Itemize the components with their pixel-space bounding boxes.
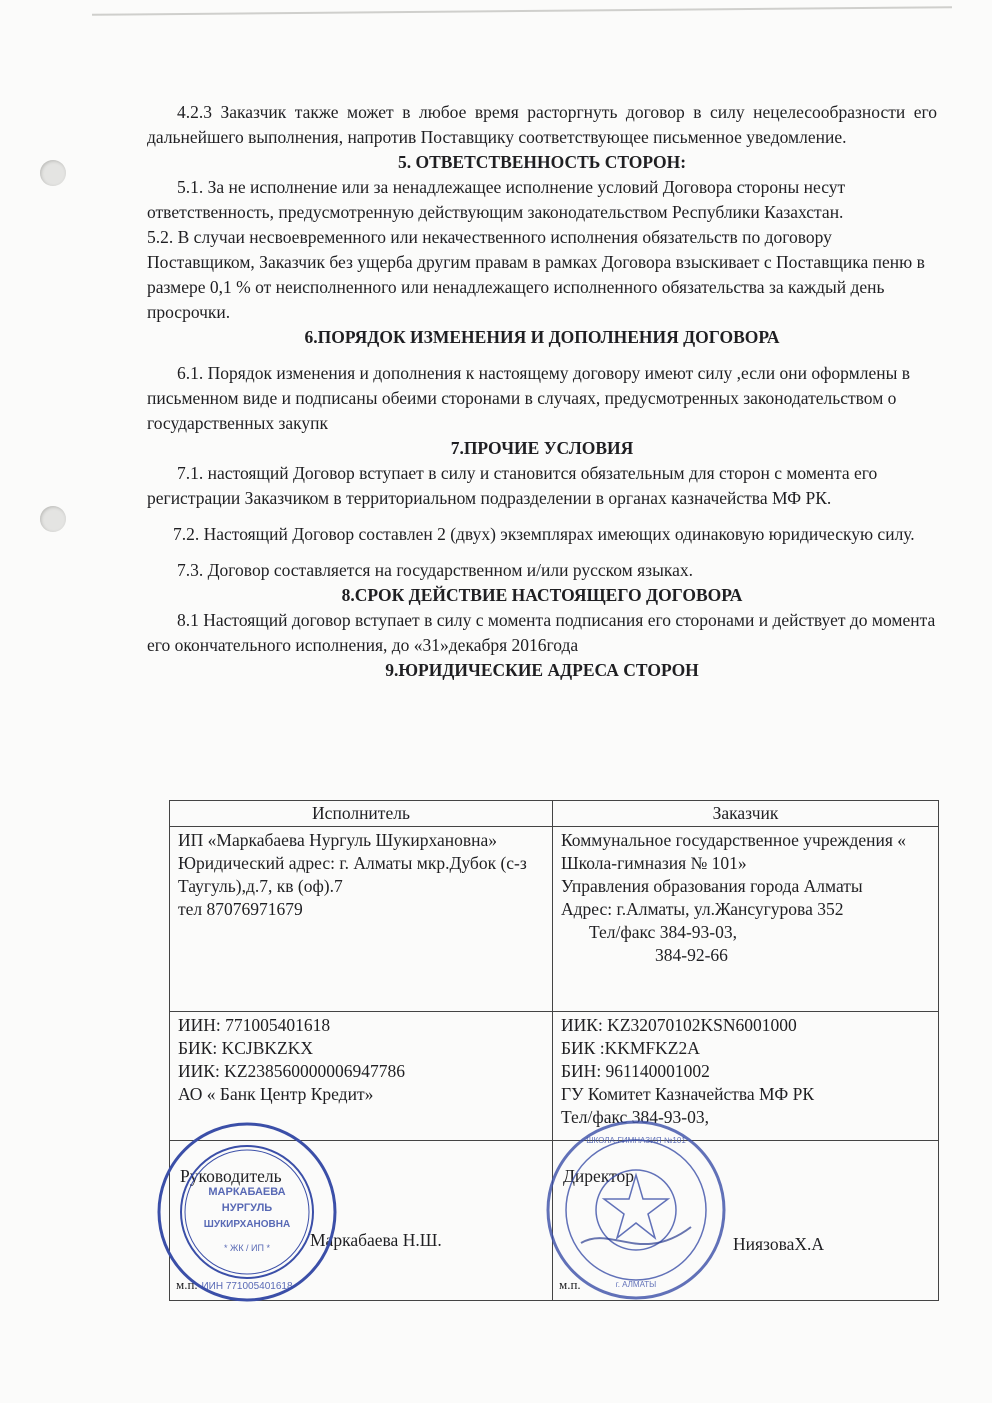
- svg-text:МАРКАБАЕВА: МАРКАБАЕВА: [208, 1186, 286, 1198]
- executor-phone: тел 87076971679: [178, 899, 303, 919]
- parties-table: [169, 800, 939, 1301]
- executor-iik: ИИК: KZ238560000006947786: [178, 1061, 406, 1081]
- customer-department: Управления образования города Алматы: [561, 876, 863, 896]
- clause-7-2: 7.2. Настоящий Договор составлен 2 (двух) экземплярах имеющих одинаковую юридическую силу.: [173, 524, 915, 544]
- section-5-heading: 5. ОТВЕТСТВЕННОСТЬ СТОРОН:: [397, 152, 687, 172]
- customer-address-cell: [553, 827, 939, 1012]
- table-header-row: [170, 801, 939, 827]
- customer-bin: БИН: 961140001002: [561, 1061, 710, 1081]
- executor-signature-cell: [170, 1141, 553, 1301]
- svg-text:г. АЛМАТЫ: г. АЛМАТЫ: [615, 1280, 657, 1289]
- customer-signature-cell: [553, 1136, 939, 1301]
- customer-iik: ИИК: KZ32070102KSN6001000: [561, 1015, 797, 1035]
- clause-7-1: 7.1. настоящий Договор вступает в силу и становится обязательным для сторон с момента его регистрации Заказчиком в территориальном подразделении в органах казначейства МФ РК.: [147, 463, 878, 508]
- svg-text:ШКОЛА-ГИМНАЗИЯ №101: ШКОЛА-ГИМНАЗИЯ №101: [586, 1136, 686, 1145]
- executor-address-cell: [170, 827, 553, 1012]
- scan-edge: [92, 6, 952, 16]
- executor-bank-name: АО « Банк Центр Кредит»: [178, 1084, 374, 1104]
- header-customer: Заказчик: [553, 801, 939, 827]
- customer-fax: Тел/факс 384-93-03,: [561, 1107, 709, 1127]
- customer-bik: БИК :KKMFKZ2A: [561, 1038, 700, 1058]
- customer-phone: Тел/факс 384-93-03,: [589, 922, 737, 942]
- executor-stamp: [152, 1117, 342, 1307]
- section-7-heading: 7.ПРОЧИЕ УСЛОВИЯ: [450, 438, 634, 458]
- executor-role: Руководитель: [180, 1166, 282, 1186]
- clause-5-2: 5.2. В случаи несвоевременного или некачественного исполнения обязательств по договору Поставщиком, Заказчик без ущерба другим правам в рамках Договора взыскивает с Поставщика пеню в размере 0,1 % от неисполненного или ненадлежащего исполненного обязательства за каждый день просрочки.: [147, 227, 925, 322]
- executor-bik: БИК: KCJBKZKX: [178, 1038, 313, 1058]
- svg-text:ШУКИРХАНОВНА: ШУКИРХАНОВНА: [203, 1219, 291, 1230]
- executor-seal-place: м.п.: [176, 1277, 198, 1292]
- table-row-address: [170, 827, 939, 1012]
- customer-role: Директор: [563, 1166, 635, 1186]
- customer-seal-place: м.п.: [559, 1277, 581, 1292]
- svg-text:* ЖК / ИП *: * ЖК / ИП *: [224, 1243, 270, 1253]
- contract-text: [147, 100, 937, 683]
- customer-treasury: ГУ Комитет Казначейства МФ РК: [561, 1084, 814, 1104]
- executor-signature-name: Маркабаева Н.Ш.: [310, 1230, 442, 1250]
- clause-5-1: 5.1. За не исполнение или за ненадлежащее исполнение условий Договора стороны несут ответственность, предусмотренную действующим законодательством Республики Казахстан.: [147, 177, 846, 222]
- executor-iin: ИИН: 771005401618: [178, 1015, 331, 1035]
- clause-8-1: 8.1 Настоящий договор вступает в силу с момента подписания его сторонами и действует до момента его окончательного исполнения, до «31»декабря 2016года: [147, 610, 936, 655]
- customer-phone-2: 384-92-66: [655, 945, 728, 965]
- executor-name: ИП «Маркабаева Нургуль Шукирхановна»: [178, 830, 498, 850]
- clause-4-2-3: 4.2.3 Заказчик также может в любое время расторгнуть договор в силу нецелесообразности его дальнейшего выполнения, напротив Поставщику соответствующее письменное уведомление.: [147, 102, 937, 147]
- section-9-heading: 9.ЮРИДИЧЕСКИЕ АДРЕСА СТОРОН: [385, 660, 699, 680]
- clause-6-1: 6.1. Порядок изменения и дополнения к настоящему договору имеют силу ,если они оформлены в письменном виде и подписаны обеими сторонами в случаях, предусмотренных законодательством о государственных закупк: [147, 363, 910, 433]
- executor-legal-address: Юридический адрес: г. Алматы мкр.Дубок (с-з Таугуль),д.7, кв (оф).7: [178, 853, 527, 896]
- section-6-heading: 6.ПОРЯДОК ИЗМЕНЕНИЯ И ДОПОЛНЕНИЯ ДОГОВОРА: [304, 327, 780, 347]
- customer-name: Коммунальное государственное учреждения « Школа-гимназия № 101»: [561, 830, 907, 873]
- section-8-heading: 8.СРОК ДЕЙСТВИЕ НАСТОЯЩЕГО ДОГОВОРА: [341, 585, 743, 605]
- svg-text:НУРГУЛЬ: НУРГУЛЬ: [221, 1202, 273, 1214]
- customer-signature-name: НиязоваХ.А: [733, 1234, 825, 1254]
- customer-stamp: [541, 1115, 731, 1305]
- table-row-signatures: [170, 1141, 939, 1301]
- punch-hole: [40, 160, 66, 186]
- customer-address: Адрес: г.Алматы, ул.Жансугурова 352: [561, 899, 844, 919]
- svg-text:ИИН 771005401618: ИИН 771005401618: [201, 1281, 293, 1292]
- table-row-bank: [170, 1012, 939, 1141]
- punch-hole: [40, 506, 66, 532]
- header-executor: Исполнитель: [170, 801, 553, 827]
- clause-7-3: 7.3. Договор составляется на государственном и/или русском языках.: [177, 560, 693, 580]
